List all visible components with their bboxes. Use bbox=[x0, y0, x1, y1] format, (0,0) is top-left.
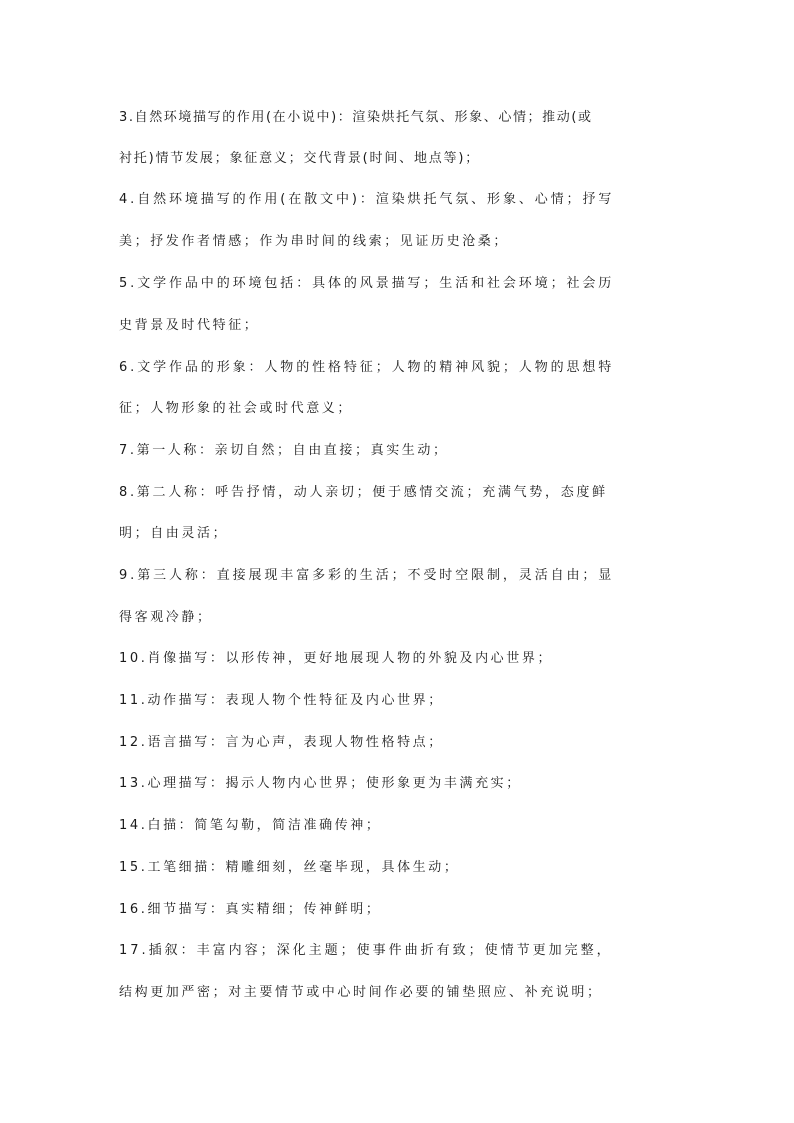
text-line: 8.第二人称：呼告抒情，动人亲切；便于感情交流；充满气势，态度鲜 bbox=[119, 485, 608, 500]
text-line: 14.白描：简笔勾勒，简洁准确传神； bbox=[119, 818, 382, 833]
text-line: 10.肖像描写：以形传神，更好地展现人物的外貌及内心世界； bbox=[119, 651, 554, 666]
text-line: 史背景及时代特征； bbox=[119, 318, 260, 333]
text-line: 15.工笔细描：精雕细刻，丝毫毕现，具体生动； bbox=[119, 860, 460, 875]
text-line: 11.动作描写：表现人物个性特征及内心世界； bbox=[119, 693, 444, 708]
text-line: 美；抒发作者情感；作为串时间的线索；见证历史沧桑； bbox=[119, 234, 510, 249]
text-line: 4.自然环境描写的作用(在散文中)：渲染烘托气氛、形象、心情；抒写 bbox=[119, 192, 615, 207]
text-line: 5.文学作品中的环境包括：具体的风景描写；生活和社会环境；社会历 bbox=[119, 276, 615, 291]
text-line: 衬托)情节发展；象征意义；交代背景(时间、地点等)； bbox=[119, 151, 481, 166]
text-line: 6.文学作品的形象：人物的性格特征；人物的精神风貌；人物的思想特 bbox=[119, 360, 615, 375]
text-line: 13.心理描写：揭示人物内心世界；使形象更为丰满充实； bbox=[119, 776, 522, 791]
text-line: 17.插叙：丰富内容；深化主题；使事件曲折有致；使情节更加完整， bbox=[119, 943, 613, 958]
text-line: 3.自然环境描写的作用(在小说中)：渲染烘托气氛、形象、心情；推动(或 bbox=[119, 110, 593, 125]
text-line: 7.第一人称：亲切自然；自由直接；真实生动； bbox=[119, 443, 449, 458]
text-line: 16.细节描写：真实精细；传神鲜明； bbox=[119, 902, 382, 917]
text-line: 得客观冷静； bbox=[119, 610, 213, 625]
text-line: 9.第三人称：直接展现丰富多彩的生活；不受时空限制，灵活自由；显 bbox=[119, 568, 615, 583]
text-line: 结构更加严密；对主要情节或中心时间作必要的铺垫照应、补充说明； bbox=[119, 985, 603, 1000]
text-line: 征；人物形象的社会或时代意义； bbox=[119, 401, 354, 416]
text-line: 12.语言描写：言为心声，表现人物性格特点； bbox=[119, 735, 444, 750]
text-line: 明；自由灵活； bbox=[119, 526, 229, 541]
